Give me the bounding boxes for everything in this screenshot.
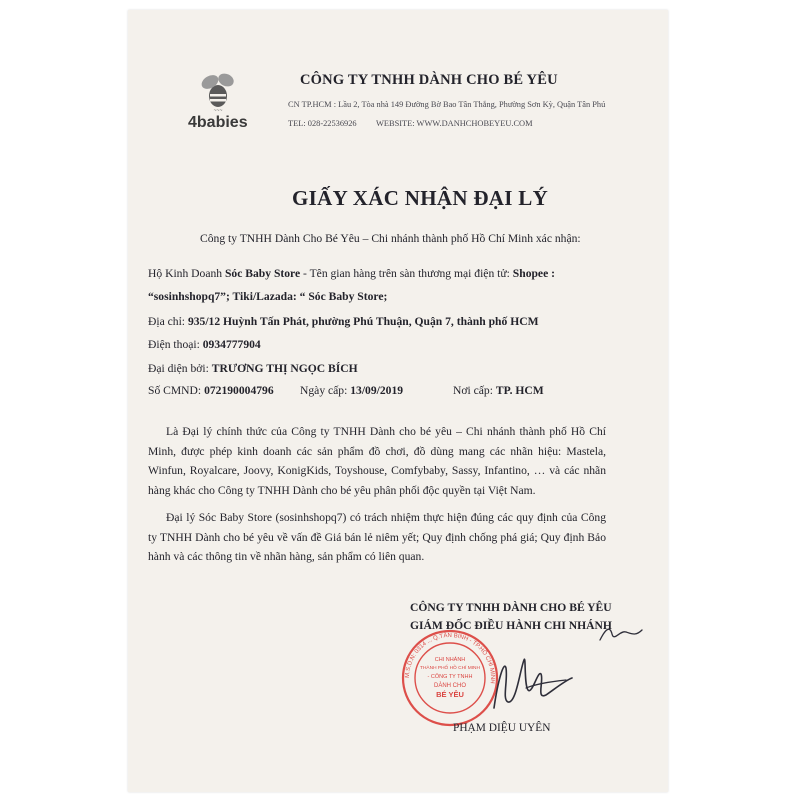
svg-text:CHI NHÁNH: CHI NHÁNH: [434, 657, 466, 663]
shopee-label: Shopee :: [512, 267, 555, 280]
address-value: 935/12 Huỳnh Tấn Phát, phường Phú Thuận, Quận 7, thành phố HCM: [187, 315, 539, 328]
phone-value: 0934777904: [202, 338, 261, 351]
svg-text:M.S.D.N: 0314 ... Q.TÂN BÌNH -: M.S.D.N: 0314 ... Q.TÂN BÌNH - TP.HỒ CHÍ MINH: [404, 632, 496, 684]
logo-wordmark: 4babies: [188, 114, 248, 131]
store-names: “sosinhshopq7”; Tiki/Lazada: “ Sóc Baby Store;: [148, 290, 388, 303]
phone-label: Điện thoại:: [148, 338, 200, 351]
issue-place-label: Nơi cấp:: [453, 384, 493, 397]
id-value: 072190004796: [204, 384, 274, 397]
letterhead-address: CN TP.HCM : Lầu 2, Tòa nhà 149 Đường Bờ Bao Tân Thắng, Phường Sơn Kỳ, Quận Tân Phú: [288, 100, 606, 109]
issue-place: [453, 384, 544, 397]
representative-value: TRƯƠNG THỊ NGỌC BÍCH: [211, 362, 358, 375]
issue-place-value: TP. HCM: [495, 384, 544, 397]
handwritten-signature: [486, 640, 576, 720]
issue-date-value: 13/09/2019: [350, 384, 404, 397]
intro-line: Công ty TNHH Dành Cho Bé Yêu – Chi nhánh thành phố Hồ Chí Minh xác nhận:: [200, 232, 581, 245]
signature-company: CÔNG TY TNHH DÀNH CHO BÉ YÊU: [410, 601, 612, 614]
phone-line: [148, 338, 261, 351]
handwritten-initial: [596, 622, 646, 647]
letterhead-website: WEBSITE: WWW.DANHCHOBEYEU.COM: [376, 119, 533, 128]
business-name: Sóc Baby Store: [224, 267, 301, 280]
issue-date-label: Ngày cấp:: [300, 384, 348, 397]
id-line: [148, 384, 274, 397]
business-line: [148, 267, 555, 280]
document-title: GIẤY XÁC NHẬN ĐẠI LÝ: [292, 186, 549, 210]
issue-date: [300, 384, 403, 397]
letterhead-company-name: CÔNG TY TNHH DÀNH CHO BÉ YÊU: [300, 72, 558, 88]
svg-text:THÀNH PHỐ HỒ CHÍ MINH: THÀNH PHỐ HỒ CHÍ MINH: [420, 666, 480, 671]
svg-text:DÀNH CHO: DÀNH CHO: [433, 683, 467, 689]
signature-role: GIÁM ĐỐC ĐIỀU HÀNH CHI NHÁNH: [410, 619, 612, 632]
address-label: Địa chỉ:: [148, 315, 186, 328]
representative-label: Đại diện bởi:: [148, 362, 209, 375]
address-line: [148, 315, 539, 328]
business-description: - Tên gian hàng trên sàn thương mại điện tử:: [300, 267, 510, 280]
svg-text:~~~: ~~~: [213, 108, 223, 114]
letterhead-phone: TEL: 028-22536926: [288, 119, 357, 128]
paragraph-agency: Là Đại lý chính thức của Công ty TNHH Dành cho bé yêu – Chi nhánh thành phố Hồ Chí Minh, được phép kinh doanh các sản phẩm đồ chơi, đồ dùng mang các nhãn hiệu: Mastela, Winfun, Royalcare, Joovy, KonigKids, Toyshouse, Comfybaby, Sassy, Infantino, … và các nhãn hàng khác cho Công ty TNHH Dành cho bé yêu phân phối độc quyền tại Việt Nam.: [148, 425, 606, 497]
paragraph-obligations: Đại lý Sóc Baby Store (sosinhshopq7) có trách nhiệm thực hiện đúng các quy định của Công ty TNHH Dành cho bé yêu về vấn đề Giá bán lẻ niêm yết; Quy định chống phá giá; Quy định Bảo hành và các thông tin về nhãn hàng, sản phẩm có liên quan.: [148, 511, 606, 564]
svg-text:- CÔNG TY TNHH: - CÔNG TY TNHH: [427, 674, 473, 680]
signer-name: PHẠM DIỆU UYÊN: [453, 722, 551, 734]
svg-text:BÉ YÊU: BÉ YÊU: [436, 690, 464, 699]
document-page: [128, 10, 668, 792]
bee-logo-icon: [196, 68, 244, 114]
company-seal-stamp: [400, 628, 500, 728]
business-prefix: Hộ Kinh Doanh: [148, 267, 223, 280]
representative-line: [148, 362, 358, 375]
id-label: Số CMND:: [148, 384, 202, 397]
